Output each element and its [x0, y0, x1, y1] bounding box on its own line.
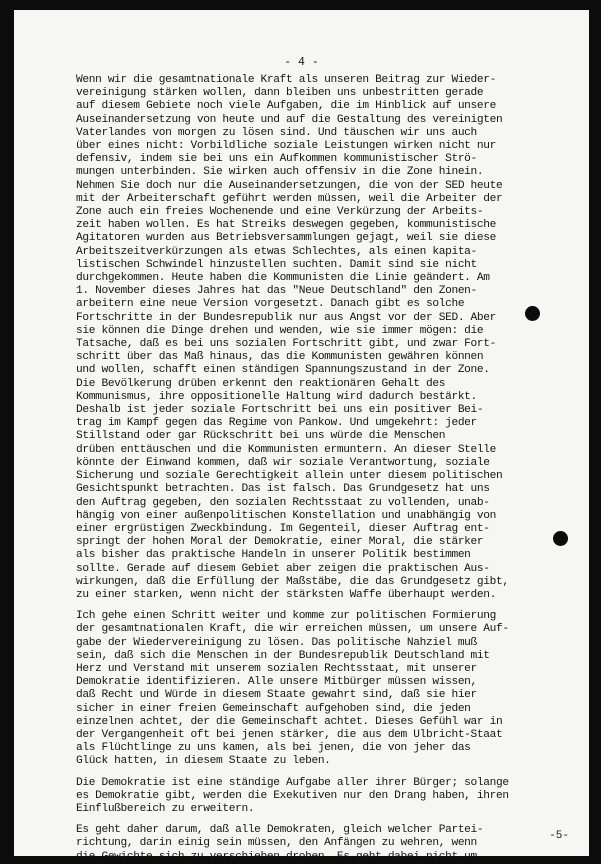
text-line: Tatsache, daß es bei uns sozialen Fortschritt gibt, und zwar Fort-	[76, 338, 496, 351]
paragraph	[76, 777, 576, 817]
text-line: die Gewichte sich zu verschieben drohen. Es geht dabei nicht um	[76, 850, 477, 863]
text-line: listischen Schwindel hinzustellen suchten. Damit sind sie nicht	[76, 258, 477, 271]
text-line: mit der Arbeiterschaft geführt werden müssen, weil die Arbeiter der	[76, 192, 503, 205]
text-line: Fortschritte in der Bundesrepublik nur aus Angst vor der SED. Aber	[76, 311, 496, 324]
text-line: hängig von einer außenpolitischen Konstellation und unabhängig von	[76, 509, 496, 522]
text-line: als bisher das praktische Handeln in unserer Politik bestimmen	[76, 549, 471, 562]
text-line: Herz und Verstand mit unserem sozialen Rechtsstaat, mit unserer	[76, 662, 477, 675]
text-line: trag im Kampf gegen das Regime von Pankow. Und umgekehrt: jeder	[76, 417, 477, 430]
text-line: drüben enttäuschen und die Kommunisten ermuntern. An dieser Stelle	[76, 443, 496, 456]
text-line: 1. November dieses Jahres hat das "Neue Deutschland" den Zonen-	[76, 285, 477, 298]
text-line: durchgekommen. Heute haben die Kommunisten die Linie geändert. Am	[76, 272, 490, 285]
text-line: Nehmen Sie doch nur die Auseinandersetzungen, die von der SED heute	[76, 179, 503, 192]
text-line: Wenn wir die gesamtnationale Kraft als unseren Beitrag zur Wieder-	[76, 74, 496, 86]
text-line: Agitatoren wurden aus Betriebsversammlungen gejagt, weil sie diese	[76, 232, 496, 245]
text-line: Die Demokratie ist eine ständige Aufgabe aller ihrer Bürger; solange	[76, 776, 509, 789]
text-line: gabe der Wiedervereinigung zu lösen. Das politische Nahziel muß	[76, 636, 477, 649]
text-line: einzelnen achtet, der die Gemeinschaft achtet. Dieses Gefühl war in	[76, 715, 503, 728]
text-line: könnte der Einwand kommen, daß wir soziale Verantwortung, soziale	[76, 456, 490, 469]
text-line: zeit haben wollen. Es hat Streiks deswegen gegeben, kommunistische	[76, 219, 496, 232]
text-line: Kommunismus, ihre oppositionelle Haltung wird dadurch bestärkt.	[76, 390, 477, 403]
text-line: sicher in einer freien Gemeinschaft aufgehoben sind, die jeden	[76, 702, 471, 715]
text-line: es Demokratie gibt, werden die Exekutiven nur den Drang haben, ihren	[76, 789, 509, 802]
text-line: den Auftrag gegeben, den sozialen Rechtsstaat zu vollenden, unab-	[76, 496, 490, 509]
text-line: Stillstand oder gar Rückschritt bei uns würde die Menschen	[76, 430, 446, 443]
text-line: Die Bevölkerung drüben erkennt den reaktionären Gehalt des	[76, 377, 446, 390]
text-line: Demokratie identifizieren. Alle unsere Mitbürger müssen wissen,	[76, 676, 477, 689]
text-line: springt der hohen Moral der Demokratie, einer Moral, die stärker	[76, 536, 484, 549]
text-line: Einflußbereich zu erweitern.	[76, 802, 255, 815]
text-line: Deshalb ist jeder soziale Fortschritt bei uns ein positiver Bei-	[76, 404, 484, 417]
text-line: defensiv, indem sie bei uns ein Aufkommen kommunistischer Strö-	[76, 153, 477, 166]
typewritten-page	[14, 10, 589, 863]
text-line: der gesamtnationalen Kraft, die wir erreichen müssen, um unsere Auf-	[76, 623, 509, 636]
text-line: und wollen, schafft einen ständigen Spannungszustand in der Zone.	[76, 364, 490, 377]
text-line: sollte. Gerade auf diesem Gebiet aber zeigen die praktischen Aus-	[76, 562, 490, 575]
text-line: Zone auch ein freies Wochenende und eine Verkürzung der Arbeits-	[76, 206, 484, 219]
text-line: wirkungen, daß die Erfüllung der Maßstäbe, die das Grundgesetz gibt,	[76, 575, 509, 588]
next-page-marker: -5-	[549, 830, 569, 842]
body-text	[76, 74, 576, 864]
text-line: auf diesem Gebiete noch viele Aufgaben, die im Hinblick auf unsere	[76, 100, 496, 113]
text-line: zu einer starken, wenn nicht der stärksten Waffe überhaupt werden.	[76, 588, 496, 601]
text-line: Ich gehe einen Schritt weiter und komme zur politischen Formierung	[76, 610, 496, 623]
text-line: Auseinandersetzung von heute und auf die Gestaltung des vereinigten	[76, 113, 503, 126]
text-line: als Flüchtlinge zu uns kamen, als bei jenen, die von jeher das	[76, 742, 471, 755]
text-line: einer ergrüstigen Zweckbindung. Im Gegenteil, dieser Auftrag ent-	[76, 522, 490, 535]
text-line: richtung, darin einig sein müssen, den Anfängen zu wehren, wenn	[76, 837, 477, 850]
text-line: arbeitern eine neue Version vorgesetzt. Danach gibt es solche	[76, 298, 465, 311]
text-line: Vaterlandes von morgen zu lösen sind. Und täuschen wir uns auch	[76, 126, 477, 139]
text-line: vereinigung stärken wollen, dann bleiben uns unbestritten gerade	[76, 87, 484, 100]
text-line: daß Recht und Würde in diesem Staate gewahrt sind, daß sie hier	[76, 689, 477, 702]
paragraph	[76, 610, 576, 768]
text-line: sein, daß sich die Menschen in der Bundesrepublik Deutschland mit	[76, 649, 490, 662]
text-line: sie können die Dinge drehen und wenden, wie sie immer mögen: die	[76, 324, 484, 337]
paragraph	[76, 824, 576, 864]
paragraph	[76, 74, 576, 602]
text-line: Glück hatten, in diesem Staate zu leben.	[76, 755, 331, 768]
text-line: Es geht daher darum, daß alle Demokraten, gleich welcher Partei-	[76, 824, 484, 837]
text-line: über eines nicht: Vorbildliche soziale Leistungen wirken nicht nur	[76, 140, 496, 153]
text-line: Arbeitszeitverkürzungen als etwas Schlechtes, als einen kapita-	[76, 245, 477, 258]
text-line: Sicherung und soziale Gerechtigkeit allein unter diesem politischen	[76, 470, 503, 483]
text-line: mungen unterbinden. Sie wirken auch offensiv in die Zone hinein.	[76, 166, 484, 179]
text-line: Gesichtspunkt betrachten. Das ist falsch. Das Grundgesetz hat uns	[76, 483, 490, 496]
page-number: - 4 -	[284, 56, 319, 69]
text-line: der Vergangenheit oft bei jenen stärker, die aus dem Ulbricht-Staat	[76, 728, 503, 741]
text-line: schritt über das Maß hinaus, das die Kommunisten gewähren können	[76, 351, 484, 364]
